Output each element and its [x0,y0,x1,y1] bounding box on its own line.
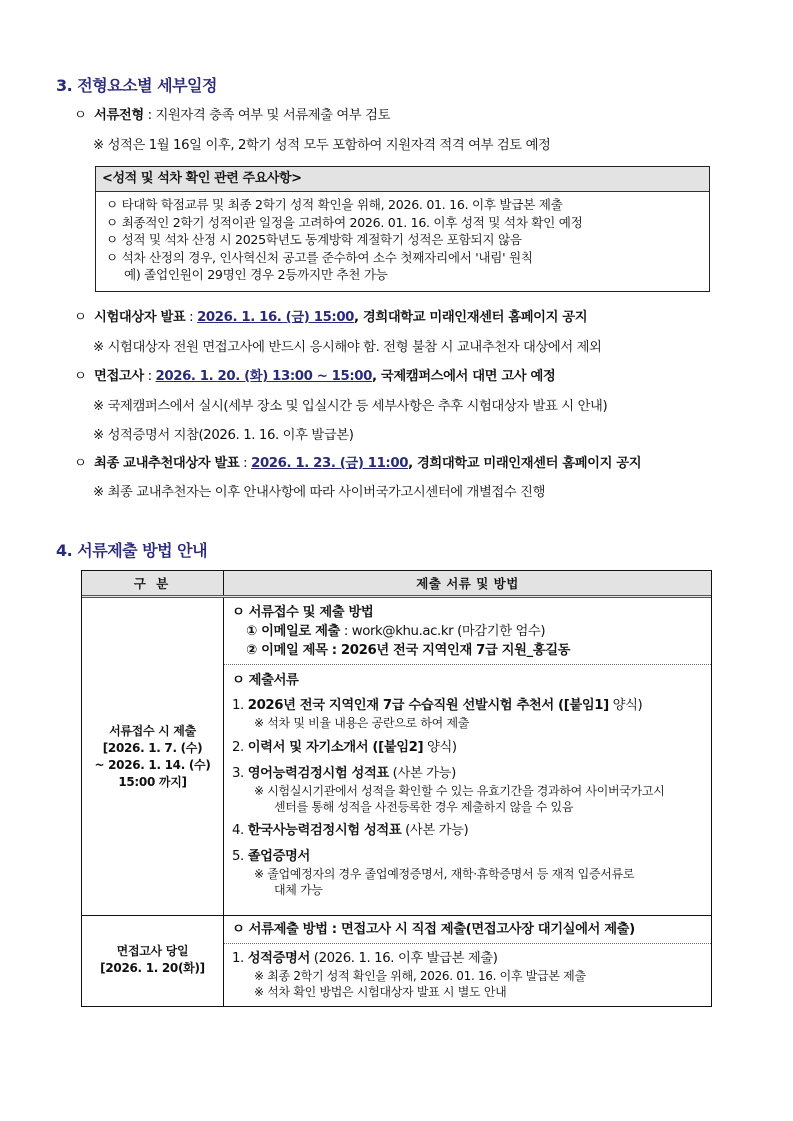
row-divider [82,915,711,916]
document-note: ※ 시험실시기관에서 성적을 확인할 수 있는 유효기간을 경과하여 사이버국가고시 [254,784,665,798]
column-divider [223,598,224,1006]
interview-date: 2026. 1. 20. (화) 13:00 ~ 15:00 [155,369,372,384]
email-subject: ② 이메일 제목 : 2026년 전국 지역인재 7급 지원_홍길동 [246,643,571,658]
interview-note: ※ 국제캠퍼스에서 실시(세부 장소 및 입실시간 등 세부사항은 추후 시험대상자 발표 시 안내) [93,399,608,414]
document-note: ※ 졸업예정자의 경우 졸업예정증명서, 재학·휴학증명서 등 재적 입증서류로 [254,867,635,881]
document-item: 3. 영어능력검정시험 성적표 (사본 가능) [232,766,456,781]
submission-table [81,570,712,1007]
notice-item: ㅇ 석차 산정의 경우, 인사혁신처 공고를 준수하여 소수 첫째자리에서 '내림' 원칙 [106,249,533,265]
candidate-announcement-line: ㅇ 시험대상자 발표 : 2026. 1. 16. (금) 15:00, 경희대학교 미래인재센터 홈페이지 공지 [74,306,587,325]
grade-rank-notice-box [95,166,710,292]
candidate-announcement-note: ※ 시험대상자 전원 면접고사에 반드시 응시해야 함. 전형 불참 시 교내추천자 대상에서 제외 [93,340,602,355]
bullet-icon: ㅇ [74,108,87,123]
document-item: 4. 한국사능력검정시험 성적표 (사본 가능) [232,823,469,838]
interview-text: , 국제캠퍼스에서 대면 고사 예정 [372,369,556,384]
final-announcement-line: ㅇ 최종 교내추천대상자 발표 : 2026. 1. 23. (금) 11:00, 경희대학교 미래인재센터 홈페이지 공지 [74,452,641,471]
document-review-note: ※ 성적은 1월 16일 이후, 2학기 성적 모두 포함하여 지원자격 적격 여부 검토 예정 [93,138,551,153]
row2-note: ※ 최종 2학기 성적 확인을 위해, 2026. 01. 16. 이후 발급본 제출 [254,969,586,983]
document-review-label: 서류전형 [94,108,144,123]
interview-line: ㅇ 면접고사 : 2026. 1. 20. (화) 13:00 ~ 15:00, 국제캠퍼스에서 대면 고사 예정 [74,365,555,384]
notice-example: 예) 졸업인원이 29명인 경우 2등까지만 추천 가능 [124,267,388,282]
bullet-icon: ㅇ [74,456,87,471]
notice-item: ㅇ 성적 및 석차 산정 시 2025학년도 동계방학 계절학기 성적은 포함되지 않음 [106,232,522,247]
row2-method [232,920,705,939]
email-line: ① 이메일로 제출 : work@khu.ac.kr (마감기한 엄수) [246,624,546,639]
dotted-divider [224,943,711,944]
method-title: ㅇ 서류접수 및 제출 방법 [232,605,374,620]
row2-method-title: ㅇ 서류제출 방법 : 면접고사 시 직접 제출(면접고사장 대기실에서 제출) [232,922,635,937]
final-announcement-date: 2026. 1. 23. (금) 11:00 [251,456,409,471]
interview-note: ※ 성적증명서 지참(2026. 1. 16. 이후 발급본) [93,428,354,443]
document-review-line: ㅇ 서류전형 : 지원자격 충족 여부 및 서류제출 여부 검토 [74,104,390,123]
row2-documents [232,949,705,1000]
row1-method [232,603,705,660]
notice-box-title: <성적 및 석차 확인 관련 주요사항> [96,167,709,192]
email-address: work@khu.ac.kr [351,624,454,639]
bullet-icon: ㅇ [74,369,87,384]
candidate-announcement-label: 시험대상자 발표 [94,310,186,325]
section-3-title: 3. 전형요소별 세부일정 [56,76,217,95]
notice-item: ㅇ 최종적인 2학기 성적이관 일정을 고려하여 2026. 01. 16. 이후 성적 및 석차 확인 예정 [106,214,583,230]
bullet-icon: ㅇ [74,310,87,325]
section-4-title: 4. 서류제출 방법 안내 [56,541,208,560]
document-note: ※ 석차 및 비율 내용은 공란으로 하여 제출 [254,716,470,730]
document-item: 5. 졸업증명서 [232,849,310,864]
row2-note: ※ 석차 확인 방법은 시험대상자 발표 시 별도 안내 [254,985,507,999]
final-announcement-label: 최종 교내추천대상자 발표 [94,456,240,471]
notice-item: ㅇ 타대학 학점교류 및 최종 2학기 성적 확인을 위해, 2026. 01. 16. 이후 발급본 제출 [106,197,563,212]
interview-label: 면접고사 [94,369,144,384]
document-review-text: 지원자격 충족 여부 및 서류제출 여부 검토 [155,108,391,123]
document-note: 대체 가능 [274,883,323,897]
row2-category: 면접고사 당일 [2026. 1. 20(화)] [100,944,205,975]
header-category: 구 분 [82,571,224,595]
dotted-divider [224,664,711,665]
header-documents-method: 제출 서류 및 방법 [416,576,519,591]
row1-documents [232,671,705,898]
row1-category: 서류접수 시 제출 [2026. 1. 7. (수) ~ 2026. 1. 14. (수) 15:00 까지] [94,724,211,789]
table-header-row [82,571,711,598]
document-item: 2. 이력서 및 자기소개서 ([붙임2] 양식) [232,740,457,755]
candidate-announcement-date: 2026. 1. 16. (금) 15:00 [197,310,355,325]
row2-document-item: 1. 성적증명서 (2026. 1. 16. 이후 발급본 제출) [232,951,498,966]
final-announcement-note: ※ 최종 교내추천자는 이후 안내사항에 따라 사이버국가고시센터에 개별접수 진행 [93,485,546,500]
candidate-announcement-text: , 경희대학교 미래인재센터 홈페이지 공지 [354,310,588,325]
document-note: 센터를 통해 성적을 사전등록한 경우 제출하지 않을 수 있음 [274,800,574,814]
documents-title: ㅇ 제출서류 [232,673,299,688]
final-announcement-text: , 경희대학교 미래인재센터 홈페이지 공지 [408,456,642,471]
document-item: 1. 2026년 전국 지역인재 7급 수습직원 선발시험 추천서 ([붙임1] 양식) [232,698,643,713]
